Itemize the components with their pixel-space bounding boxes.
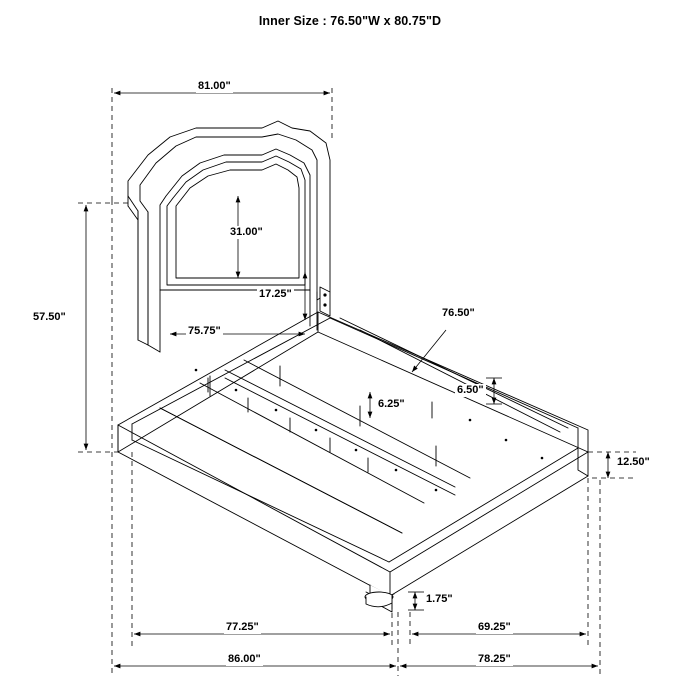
dim-overall-length-right: 78.25" — [478, 653, 511, 665]
bed-outline — [118, 121, 588, 612]
dim-overall-length-left: 86.00" — [228, 653, 261, 665]
dimension-lines — [78, 88, 636, 676]
dim-rail-to-panel-height: 17.25" — [259, 288, 292, 300]
dim-frame-length-left: 77.25" — [226, 621, 259, 633]
dim-side-rail-height: 12.50" — [617, 456, 650, 468]
dim-inner-frame-width: 76.50" — [442, 307, 475, 319]
dim-headboard-panel-height: 31.00" — [230, 226, 263, 238]
dim-overall-headboard-width: 81.00" — [198, 80, 231, 92]
page-title: Inner Size : 76.50"W x 80.75"D — [258, 14, 442, 28]
dim-slat-support-height: 6.50" — [457, 384, 484, 396]
dim-overall-height: 57.50" — [33, 311, 66, 323]
dim-headboard-inner-width: 75.75" — [188, 325, 221, 337]
dim-foot-clearance: 1.75" — [426, 593, 453, 605]
dim-frame-length-right: 69.25" — [478, 621, 511, 633]
dim-center-leg-height: 6.25" — [378, 398, 405, 410]
